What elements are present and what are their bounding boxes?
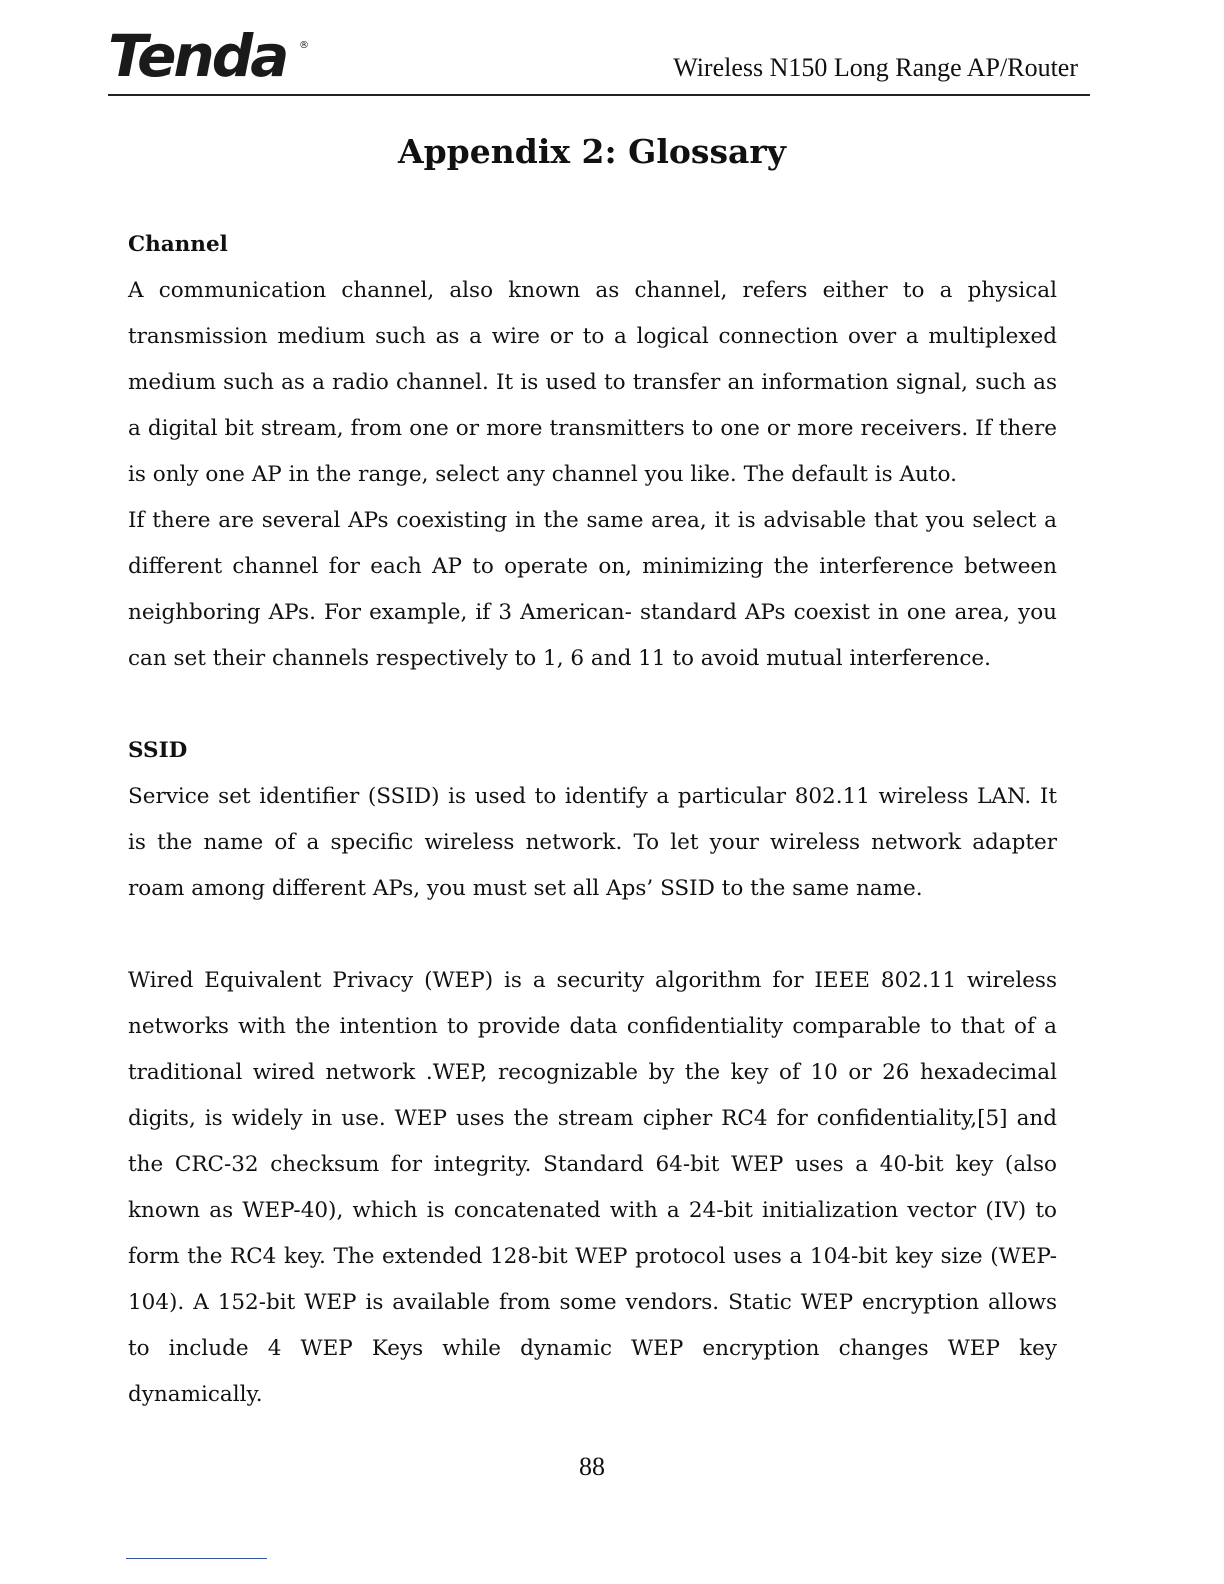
tenda-logo: Tenda bbox=[108, 22, 287, 90]
term-ssid: SSID bbox=[128, 738, 188, 763]
registered-mark: ® bbox=[299, 40, 309, 51]
term-channel: Channel bbox=[128, 232, 228, 257]
footnote-divider bbox=[126, 1558, 267, 1559]
header-product-title: Wireless N150 Long Range AP/Router bbox=[673, 53, 1078, 82]
channel-definition-paragraph-1: A communication channel, also known as channel, refers either to a physical transmission medium such as a wire or to a logical connection over a multiplexed medium such as a radio channel. It is used to transfer an information signal, such as a digital bit stream, from one or more transmitters to one or more receivers. If there is only one AP in the range, select any channel you like. The default is Auto. bbox=[128, 278, 1057, 487]
wep-definition-paragraph: Wired Equivalent Privacy (WEP) is a security algorithm for IEEE 802.11 wireless networks with the intention to provide data confidentiality comparable to that of a traditional wired network .WEP, recognizable by the key of 10 or 26 hexadecimal digits, is widely in use. WEP uses the stream cipher RC4 for confidentiality,[5] and the CRC-32 checksum for integrity. Standard 64-bit WEP uses a 40-bit key (also known as WEP-40), which is concatenated with a 24-bit initialization vector (IV) to form the RC4 key. The extended 128-bit WEP protocol uses a 104-bit key size (WEP-104). A 152-bit WEP is available from some vendors. Static WEP encryption allows to include 4 WEP Keys while dynamic WEP encryption changes WEP key dynamically. bbox=[128, 968, 1057, 1407]
ssid-definition-paragraph: Service set identifier (SSID) is used to identify a particular 802.11 wireless LAN. It is the name of a specific wireless network. To let your wireless network adapter roam among different APs, you must set all Aps’ SSID to the same name. bbox=[128, 784, 1057, 901]
channel-definition-paragraph-2: If there are several APs coexisting in the same area, it is advisable that you select a different channel for each AP to operate on, minimizing the interference between neighboring APs. For example, if 3 American- standard APs coexist in one area, you can set their channels respectively to 1, 6 and 11 to avoid mutual interference. bbox=[128, 508, 1057, 671]
section-spacer bbox=[128, 682, 1057, 728]
section-spacer bbox=[128, 912, 1057, 958]
page-number: 88 bbox=[579, 1452, 605, 1481]
header-divider bbox=[108, 94, 1090, 96]
page-title: Appendix 2: Glossary bbox=[398, 132, 786, 172]
glossary-content bbox=[128, 222, 1057, 1418]
